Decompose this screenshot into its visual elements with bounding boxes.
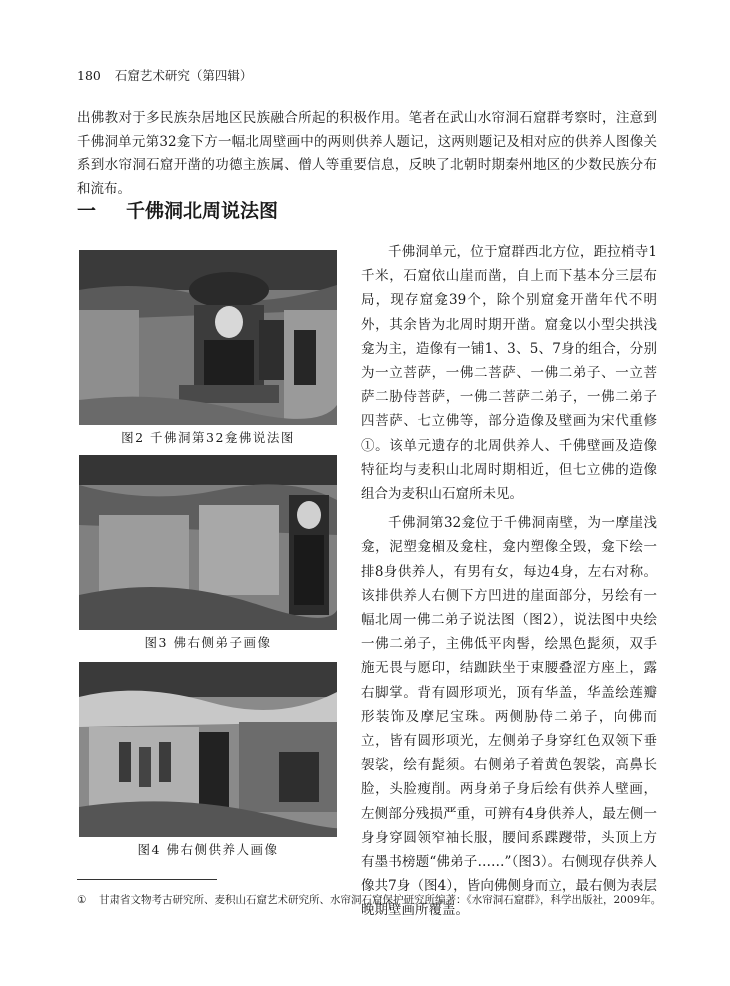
footnote-mark: ① [77, 894, 87, 906]
figure-2-caption: 图2 千佛洞第32龛佛说法图 [121, 430, 295, 445]
section-title: 千佛洞北周说法图 [126, 200, 279, 222]
page-number: 180 [77, 68, 101, 83]
figure-3-caption: 图3 佛右侧弟子画像 [144, 635, 272, 650]
figure-4 [79, 662, 337, 859]
footnote [77, 892, 662, 908]
body-text-column [361, 240, 657, 928]
running-header [77, 68, 657, 84]
body-paragraph-1: 千佛洞单元，位于窟群西北方位，距拉梢寺1千米，石窟依山崖而凿，自上而下基本分三层布局，现存窟龛39个，除个别窟龛开凿年代不明外，其余皆为北周时期开凿。窟龛以小型尖拱浅龛为主，造像有一铺1、3、5、7身的组合，分别为一立菩萨，一佛二菩萨、一佛二弟子、一立菩萨二胁侍菩萨，一佛二菩萨二弟子，一佛二弟子四菩萨、七立佛等，部分造像及壁画为宋代重修①。该单元遗存的北周供养人、千佛壁画及造像特征均与麦积山北周时期相近，但七立佛的造像组合为麦积山石窟所未见。 [361, 244, 657, 503]
figure-2 [79, 250, 337, 447]
body-paragraph-2: 千佛洞第32龛位于千佛洞南壁，为一摩崖浅龛，泥塑龛楣及龛柱，龛内塑像全毁，龛下绘一排8身供养人，有男有女，每边4身，左右对称。该排供养人右侧下方凹进的崖面部分，另绘有一幅北周一佛二弟子说法图（图2），说法图中央绘一佛二弟子，主佛低平肉髻，绘黑色髭须，双手施无畏与愿印，结跏趺坐于束腰叠涩方座上，露右脚掌。背有圆形项光，顶有华盖，华盖绘莲瓣形装饰及摩尼宝珠。两侧胁侍二弟子，向佛而立，皆有圆形项光，左侧弟子身穿红色双领下垂袈裟，绘有髭须。右侧弟子着黄色袈裟，高鼻长脸，头脸瘦削。两身弟子身后绘有供养人壁画，左侧部分残损严重，可辨有4身供养人，最左侧一身身穿圆领窄袖长服，腰间系蹀躞带，头顶上方有墨书榜题“佛弟子……”（图3）。右侧现存供养人像共7身（图4），皆向佛侧身而立，最右侧为表层晚期壁画所覆盖。 [361, 515, 657, 919]
intro-paragraph-block [77, 107, 657, 201]
footnote-divider [77, 879, 217, 880]
section-heading [77, 197, 278, 225]
section-number: 一 [77, 200, 97, 222]
figure-4-caption: 图4 佛右侧供养人画像 [137, 842, 279, 857]
figure-2-image [79, 250, 337, 425]
figure-3-image [79, 455, 337, 630]
intro-paragraph: 出佛教对于多民族杂居地区民族融合所起的积极作用。笔者在武山水帘洞石窟群考察时，注意到千佛洞单元第32龛下方一幅北周壁画中的两则供养人题记，这两则题记及相对应的供养人图像关系到水帘洞石窟开凿的功德主族属、僧人等重要信息，反映了北朝时期秦州地区的少数民族分布和流布。 [77, 110, 657, 197]
journal-title: 石窟艺术研究（第四辑） [114, 68, 253, 83]
figure-3 [79, 455, 337, 652]
figure-4-image [79, 662, 337, 837]
footnote-text: 甘肃省文物考古研究所、麦积山石窟艺术研究所、水帘洞石窟保护研究所编著：《水帘洞石窟群》，科学出版社，2009年。 [99, 894, 662, 906]
